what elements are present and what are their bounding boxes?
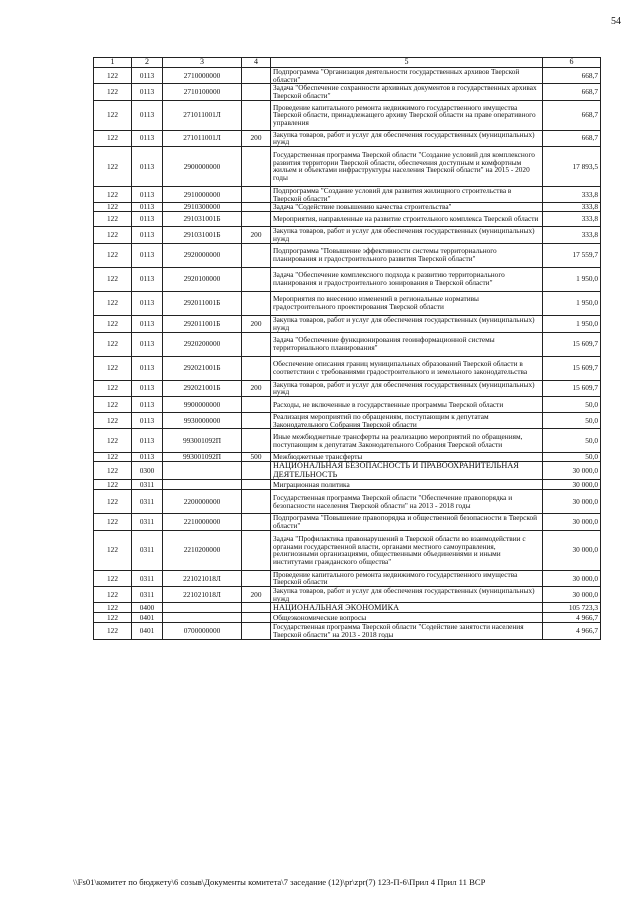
cell-c4 — [242, 267, 271, 291]
cell-c6: 4 966,7 — [543, 613, 601, 623]
cell-c6: 30 000,0 — [543, 570, 601, 586]
cell-c5: Миграционная политика — [271, 480, 543, 490]
cell-c4 — [242, 480, 271, 490]
cell-c6: 1 950,0 — [543, 315, 601, 332]
cell-c1: 122 — [94, 380, 132, 396]
page-number: 54 — [611, 16, 621, 27]
cell-c1: 122 — [94, 130, 132, 146]
cell-c1: 122 — [94, 490, 132, 514]
cell-c4 — [242, 100, 271, 130]
cell-c3: 2910300000 — [163, 203, 242, 212]
cell-c3: 2210000000 — [163, 514, 242, 530]
cell-c5: Задача "Обеспечение функционирования геоинформационной системы территориального планирования" — [271, 332, 543, 356]
cell-c3: 292021001Б — [163, 380, 242, 396]
cell-c1: 122 — [94, 453, 132, 462]
cell-c5: Межбюджетные трансферты — [271, 453, 543, 462]
cell-c6: 50,0 — [543, 396, 601, 412]
cell-c5: Проведение капитального ремонта недвижимого государственного имущества Тверской области, принадлежащего архиву Тверской области на праве оперативного управления — [271, 100, 543, 130]
cell-c2: 0113 — [132, 186, 163, 202]
cell-c1: 122 — [94, 412, 132, 428]
cell-c6: 50,0 — [543, 412, 601, 428]
table-row — [94, 480, 601, 490]
cell-c4 — [242, 396, 271, 412]
cell-c4 — [242, 603, 271, 613]
cell-c3: 2200000000 — [163, 490, 242, 514]
cell-c1: 122 — [94, 291, 132, 315]
col-header-4: 4 — [242, 58, 271, 68]
cell-c5: Мероприятия по внесению изменений в региональные нормативы градостроительного проектирования Тверской области — [271, 291, 543, 315]
cell-c3: 2920000000 — [163, 243, 242, 267]
cell-c1: 122 — [94, 514, 132, 530]
table-row — [94, 570, 601, 586]
cell-c3: 221021018Л — [163, 587, 242, 603]
cell-c2: 0113 — [132, 332, 163, 356]
cell-c4 — [242, 613, 271, 623]
cell-c6: 50,0 — [543, 429, 601, 453]
cell-c1: 122 — [94, 356, 132, 380]
cell-c2: 0113 — [132, 453, 163, 462]
cell-c6: 668,7 — [543, 68, 601, 84]
cell-c2: 0113 — [132, 203, 163, 212]
cell-c5: Задача "Содействие повышению качества строительства" — [271, 203, 543, 212]
table-row — [94, 291, 601, 315]
cell-c2: 0401 — [132, 613, 163, 623]
cell-c3: 271011001Л — [163, 100, 242, 130]
cell-c4 — [242, 356, 271, 380]
table-row — [94, 587, 601, 603]
cell-c6: 17 893,5 — [543, 146, 601, 186]
cell-c5: Закупка товаров, работ и услуг для обеспечения государственных (муниципальных) нужд — [271, 587, 543, 603]
cell-c4 — [242, 291, 271, 315]
table-row — [94, 203, 601, 212]
cell-c5: Мероприятия, направленные на развитие строительного комплекса Тверской области — [271, 212, 543, 227]
cell-c4 — [242, 84, 271, 100]
cell-c6: 15 609,7 — [543, 380, 601, 396]
cell-c5: Закупка товаров, работ и услуг для обеспечения государственных (муниципальных) нужд — [271, 315, 543, 332]
cell-c6: 30 000,0 — [543, 587, 601, 603]
table-row — [94, 530, 601, 570]
cell-c5: Подпрограмма "Повышение правопорядка и общественной безопасности в Тверской области" — [271, 514, 543, 530]
table-row — [94, 267, 601, 291]
cell-c3: 2900000000 — [163, 146, 242, 186]
cell-c2: 0311 — [132, 490, 163, 514]
cell-c4: 200 — [242, 587, 271, 603]
cell-c2: 0113 — [132, 356, 163, 380]
cell-c5: Подпрограмма "Создание условий для развития жилищного строительства в Тверской области" — [271, 186, 543, 202]
cell-c1: 122 — [94, 203, 132, 212]
cell-c2: 0311 — [132, 514, 163, 530]
cell-c2: 0113 — [132, 396, 163, 412]
file-path-footer: \\Fs01\комитет по бюджету\6 созыв\Документы комитета\7 заседание (12)\pr\zpr(7) 123-П-6\Прил 4 Прил 11 ВСР — [73, 877, 486, 887]
table-body — [94, 68, 601, 640]
col-header-3: 3 — [163, 58, 242, 68]
cell-c6: 333,8 — [543, 212, 601, 227]
cell-c2: 0311 — [132, 570, 163, 586]
cell-c3: 2210200000 — [163, 530, 242, 570]
table-row — [94, 356, 601, 380]
cell-c6: 333,8 — [543, 203, 601, 212]
cell-c6: 30 000,0 — [543, 480, 601, 490]
cell-c6: 105 723,3 — [543, 603, 601, 613]
cell-c1: 122 — [94, 480, 132, 490]
cell-c4: 200 — [242, 130, 271, 146]
cell-c6: 668,7 — [543, 84, 601, 100]
cell-c4 — [242, 514, 271, 530]
cell-c2: 0113 — [132, 412, 163, 428]
table-row — [94, 613, 601, 623]
cell-c1: 122 — [94, 212, 132, 227]
cell-c4 — [242, 212, 271, 227]
cell-c2: 0113 — [132, 227, 163, 243]
cell-c4: 500 — [242, 453, 271, 462]
cell-c6: 4 966,7 — [543, 623, 601, 639]
cell-c2: 0113 — [132, 291, 163, 315]
cell-c3: 292011001Б — [163, 315, 242, 332]
cell-c4: 200 — [242, 315, 271, 332]
table-row — [94, 603, 601, 613]
budget-table — [93, 57, 601, 640]
col-header-5: 5 — [271, 58, 543, 68]
cell-c3: 9900000000 — [163, 396, 242, 412]
table-row — [94, 453, 601, 462]
cell-c6: 17 559,7 — [543, 243, 601, 267]
cell-c3: 291031001Б — [163, 227, 242, 243]
table-row — [94, 186, 601, 202]
cell-c6: 30 000,0 — [543, 514, 601, 530]
cell-c5: Задача "Обеспечение комплексного подхода к развитию территориального планирования и градостроительного зонирования в Тверской области" — [271, 267, 543, 291]
cell-c2: 0113 — [132, 68, 163, 84]
cell-c4 — [242, 243, 271, 267]
cell-c2: 0113 — [132, 315, 163, 332]
cell-c1: 122 — [94, 429, 132, 453]
cell-c6: 30 000,0 — [543, 490, 601, 514]
table-row — [94, 130, 601, 146]
cell-c3: 221021018Л — [163, 570, 242, 586]
table-row — [94, 243, 601, 267]
cell-c4 — [242, 490, 271, 514]
cell-c4 — [242, 570, 271, 586]
cell-c5: Иные межбюджетные трансферты на реализацию мероприятий по обращениям, поступающим к депутатам Законодательного Собрания Тверской области — [271, 429, 543, 453]
table-row — [94, 429, 601, 453]
cell-c1: 122 — [94, 100, 132, 130]
cell-c5: Задача "Профилактика правонарушений в Тверской области во взаимодействии с органами государственной власти, органами местного самоуправления, религиозными организациями, общественными объединениями и иными институтами гражданского общества" — [271, 530, 543, 570]
table-header-row — [94, 58, 601, 68]
cell-c2: 0311 — [132, 480, 163, 490]
col-header-1: 1 — [94, 58, 132, 68]
table-row — [94, 490, 601, 514]
cell-c2: 0113 — [132, 100, 163, 130]
cell-c2: 0113 — [132, 380, 163, 396]
cell-c5: Задача "Обеспечение сохранности архивных документов в государственных архивах Тверской области" — [271, 84, 543, 100]
cell-c5: Расходы, не включенные в государственные программы Тверской области — [271, 396, 543, 412]
cell-c2: 0113 — [132, 267, 163, 291]
table-row — [94, 462, 601, 480]
cell-c4 — [242, 332, 271, 356]
cell-c5: Закупка товаров, работ и услуг для обеспечения государственных (муниципальных) нужд — [271, 227, 543, 243]
cell-c6: 1 950,0 — [543, 267, 601, 291]
table-row — [94, 412, 601, 428]
col-header-6: 6 — [543, 58, 601, 68]
cell-c3: 271011001Л — [163, 130, 242, 146]
cell-c1: 122 — [94, 146, 132, 186]
cell-c3: 291031001Б — [163, 212, 242, 227]
cell-c1: 122 — [94, 227, 132, 243]
cell-c2: 0113 — [132, 84, 163, 100]
table-row — [94, 332, 601, 356]
cell-c5: Государственная программа Тверской области "Создание условий для комплексного развития территории Тверской области, обеспечения доступным и комфортным жильем и объектами инфраструктуры населения Тверской области" на 2015 - 2020 годы — [271, 146, 543, 186]
cell-c4 — [242, 186, 271, 202]
cell-c3: 292011001Б — [163, 291, 242, 315]
cell-c3: 993001092П — [163, 429, 242, 453]
cell-c1: 122 — [94, 267, 132, 291]
cell-c3: 9930000000 — [163, 412, 242, 428]
cell-c5: Обеспечение описания границ муниципальных образований Тверской области в соответствии с требованиями градостроительного и земельного законодательства — [271, 356, 543, 380]
cell-c3: 292021001Б — [163, 356, 242, 380]
cell-c1: 122 — [94, 623, 132, 639]
cell-c6: 50,0 — [543, 453, 601, 462]
cell-c4 — [242, 412, 271, 428]
cell-c5: Государственная программа Тверской области "Содействие занятости населения Тверской области" на 2013 - 2018 годы — [271, 623, 543, 639]
cell-c6: 30 000,0 — [543, 462, 601, 480]
cell-c3: 993001092П — [163, 453, 242, 462]
cell-c2: 0401 — [132, 623, 163, 639]
cell-c3 — [163, 480, 242, 490]
table-row — [94, 100, 601, 130]
cell-c5: Подпрограмма "Повышение эффективности системы территориального планирования и градостроительного развития Тверской области" — [271, 243, 543, 267]
cell-c4 — [242, 530, 271, 570]
cell-c1: 122 — [94, 603, 132, 613]
cell-c1: 122 — [94, 243, 132, 267]
cell-c2: 0113 — [132, 130, 163, 146]
cell-c4: 200 — [242, 227, 271, 243]
cell-c4 — [242, 203, 271, 212]
cell-c1: 122 — [94, 613, 132, 623]
cell-c6: 333,8 — [543, 227, 601, 243]
cell-c4 — [242, 146, 271, 186]
cell-c5: Закупка товаров, работ и услуг для обеспечения государственных (муниципальных) нужд — [271, 130, 543, 146]
cell-c6: 15 609,7 — [543, 332, 601, 356]
cell-c2: 0113 — [132, 146, 163, 186]
cell-c6: 1 950,0 — [543, 291, 601, 315]
cell-c6: 668,7 — [543, 130, 601, 146]
cell-c1: 122 — [94, 587, 132, 603]
cell-c2: 0113 — [132, 243, 163, 267]
cell-c5: Реализация мероприятий по обращениям, поступающим к депутатам Законодательного Собрания Тверской области — [271, 412, 543, 428]
cell-c1: 122 — [94, 84, 132, 100]
cell-c3 — [163, 603, 242, 613]
cell-c6: 333,8 — [543, 186, 601, 202]
cell-c2: 0113 — [132, 429, 163, 453]
cell-c1: 122 — [94, 68, 132, 84]
cell-c1: 122 — [94, 570, 132, 586]
cell-c1: 122 — [94, 332, 132, 356]
cell-c1: 122 — [94, 186, 132, 202]
cell-c6: 30 000,0 — [543, 530, 601, 570]
cell-c1: 122 — [94, 315, 132, 332]
cell-c3: 2910000000 — [163, 186, 242, 202]
table-row — [94, 380, 601, 396]
table-row — [94, 84, 601, 100]
cell-c6: 15 609,7 — [543, 356, 601, 380]
cell-c4: 200 — [242, 380, 271, 396]
table-row — [94, 227, 601, 243]
table-row — [94, 396, 601, 412]
cell-c4 — [242, 68, 271, 84]
cell-c3 — [163, 462, 242, 480]
cell-c2: 0311 — [132, 530, 163, 570]
table-row — [94, 146, 601, 186]
cell-c3: 2920100000 — [163, 267, 242, 291]
cell-c1: 122 — [94, 396, 132, 412]
table-row — [94, 315, 601, 332]
cell-c5: НАЦИОНАЛЬНАЯ БЕЗОПАСНОСТЬ И ПРАВООХРАНИТЕЛЬНАЯ ДЕЯТЕЛЬНОСТЬ — [271, 462, 543, 480]
table-row — [94, 623, 601, 639]
cell-c4 — [242, 462, 271, 480]
cell-c3: 2710100000 — [163, 84, 242, 100]
cell-c4 — [242, 429, 271, 453]
cell-c3: 2920200000 — [163, 332, 242, 356]
table-row — [94, 514, 601, 530]
cell-c2: 0300 — [132, 462, 163, 480]
cell-c5: НАЦИОНАЛЬНАЯ ЭКОНОМИКА — [271, 603, 543, 613]
cell-c5: Подпрограмма "Организация деятельности государственных архивов Тверской области" — [271, 68, 543, 84]
cell-c3: 0700000000 — [163, 623, 242, 639]
cell-c1: 122 — [94, 530, 132, 570]
cell-c2: 0311 — [132, 587, 163, 603]
cell-c5: Проведение капитального ремонта недвижимого государственного имущества Тверской области — [271, 570, 543, 586]
table-row — [94, 68, 601, 84]
cell-c2: 0400 — [132, 603, 163, 613]
cell-c3: 2710000000 — [163, 68, 242, 84]
col-header-2: 2 — [132, 58, 163, 68]
cell-c5: Государственная программа Тверской области "Обеспечение правопорядка и безопасности населения Тверской области" на 2013 - 2018 годы — [271, 490, 543, 514]
cell-c6: 668,7 — [543, 100, 601, 130]
table-row — [94, 212, 601, 227]
cell-c5: Общеэкономические вопросы — [271, 613, 543, 623]
cell-c5: Закупка товаров, работ и услуг для обеспечения государственных (муниципальных) нужд — [271, 380, 543, 396]
cell-c1: 122 — [94, 462, 132, 480]
cell-c4 — [242, 623, 271, 639]
cell-c2: 0113 — [132, 212, 163, 227]
cell-c3 — [163, 613, 242, 623]
